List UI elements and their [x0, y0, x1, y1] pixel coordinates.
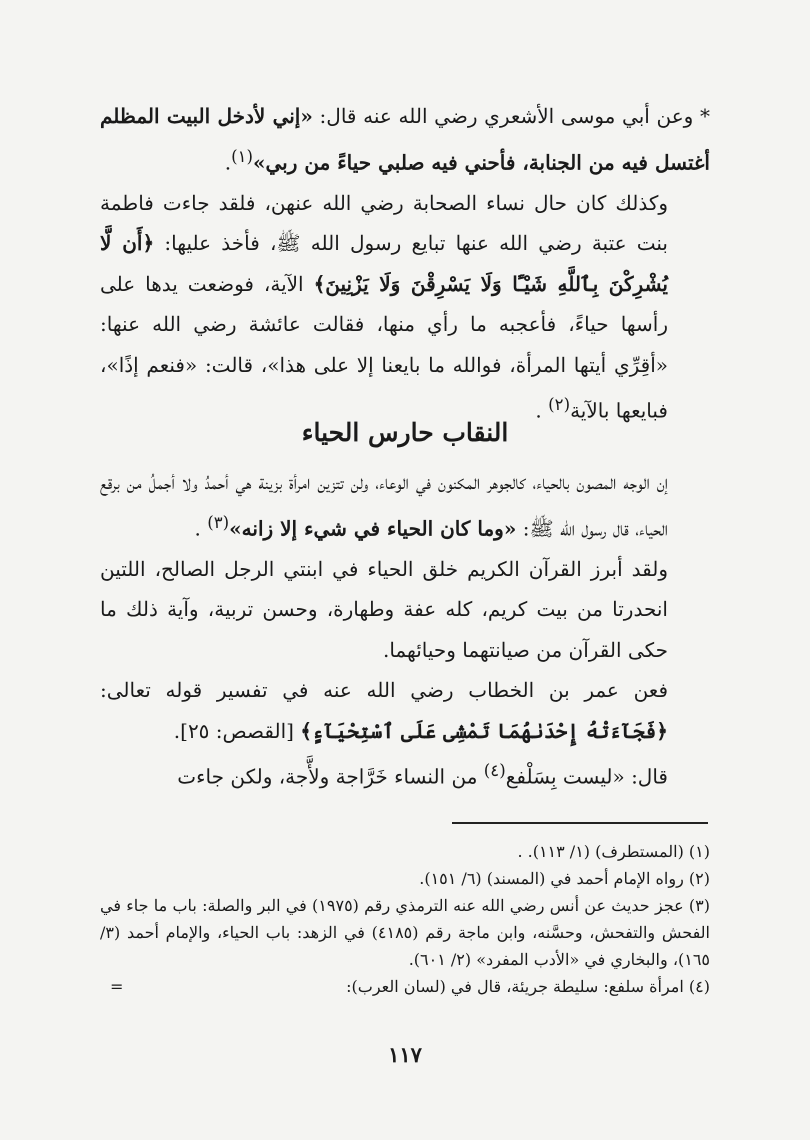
paragraph-modesty: [100, 462, 710, 549]
footnote-4-text: (٤) امرأة سلفع: سليطة جريئة، قال في (لسان العرب):: [346, 977, 710, 996]
paragraph-abu-musa: [100, 96, 710, 183]
footnote-2: (٢) رواه الإمام أحمد في (المسند) (٦/ ١٥١).: [419, 869, 710, 888]
quran-verse: ﴿فَجَآءَتْهُ إِحْدَىٰهُمَا تَمْشِى عَلَى ٱسْتِحْيَآءٍ﴾: [300, 718, 668, 743]
continuation-mark: =: [110, 977, 124, 996]
section-heading: النقاب حارس الحياء: [301, 418, 509, 447]
footnote-1: (١) (المستطرف) (١/ ١١٣). .: [517, 842, 710, 861]
paragraph-text: وكذلك كان حال نساء الصحابة رضي الله عنهن، فلقد جاءت فاطمة بنت عتبة رضي الله عنها تبايع رسول الله ﷺ، فأخذ عليها:: [100, 190, 668, 256]
footnotes: [100, 838, 710, 1000]
hadith-quote: «إني لأدخل البيت المظلم أغتسل فيه من الجنابة، فأحني فيه صلبي حياءً من ربي»: [100, 104, 710, 175]
hadith-quote: «وما كان الحياء في شيء إلا زانه»: [229, 516, 517, 541]
quran-verse: ﴿أَن لَّا يُشْرِكْنَ بِٱللَّهِ شَيْـًٔا وَلَا يَسْرِقْنَ وَلَا يَزْنِينَ﴾: [100, 231, 668, 296]
footnote-ref: (١): [231, 146, 254, 166]
paragraph-end: .: [535, 398, 549, 423]
paragraph-quran-daughters: ولقد أبرز القرآن الكريم خلق الحياء في ابنتي الرجل الصالح، اللتين انحدرتا من بيت كريم، كله عفة وطهارة، وحسن تربية، وآية ذلك ما حكى القرآن من صيانتهما وحيائهما.: [100, 556, 668, 662]
footnote-4: [100, 973, 710, 1000]
paragraph-end: .: [194, 516, 208, 541]
paragraph-text: إن الوجه المصون بالحياء، كالجوهر المكنون في الوعاء، ولن تتزين امرأة بزينة هي أحمدُ ولا أجملُ من برقع الحياء، قال رسول الله ﷺ:: [100, 470, 668, 541]
paragraph-qala: [100, 751, 710, 797]
paragraph-text: من النساء خَرَّاجة ولأَّجة، ولكن جاءت: [177, 764, 484, 789]
paragraph-end: .: [224, 150, 232, 175]
paragraph-intro: * وعن أبي موسى الأشعري رضي الله عنه قال:: [312, 104, 710, 128]
paragraph-fatima: [100, 183, 710, 432]
footnote-ref: (٣): [207, 512, 230, 532]
top-text-block: [100, 96, 710, 431]
section-text-block: [100, 462, 710, 797]
paragraph-text: قال: «ليست بِسَلْفع: [505, 764, 668, 789]
footnote-ref: (٤): [483, 761, 506, 781]
page-number: ١١٧: [388, 1042, 422, 1067]
footnote-ref: (٢): [548, 395, 571, 415]
paragraph-umar: [100, 670, 710, 751]
footnote-divider: [452, 822, 708, 824]
quran-citation: [القصص: ٢٥].: [173, 718, 301, 743]
paragraph-text: الآية، فوضعت يدها على رأسها حياءً، فأعجبه ما رأي منها، فقالت عائشة رضي الله عنها: «أقِرِّي أيتها المرأة، فوالله ما بايعنا إلا على هذا»، قالت: «فنعم إذًا»، فبايعها بالآية: [100, 271, 668, 423]
footnote-3: (٣) عجز حديث عن أنس رضي الله عنه الترمذي رقم (١٩٧٥) في البر والصلة: باب ما جاء في الفحش والتفحش، وحسَّنه، وابن ماجة رقم (٤١٨٥) في الزهد: باب الحياء، والإمام أحمد (٣/ ١٦٥)، والبخاري في «الأدب المفرد» (٢/ ٦٠١).: [100, 896, 710, 969]
paragraph-text: فعن عمر بن الخطاب رضي الله عنه في تفسير قوله تعالى:: [100, 678, 668, 703]
